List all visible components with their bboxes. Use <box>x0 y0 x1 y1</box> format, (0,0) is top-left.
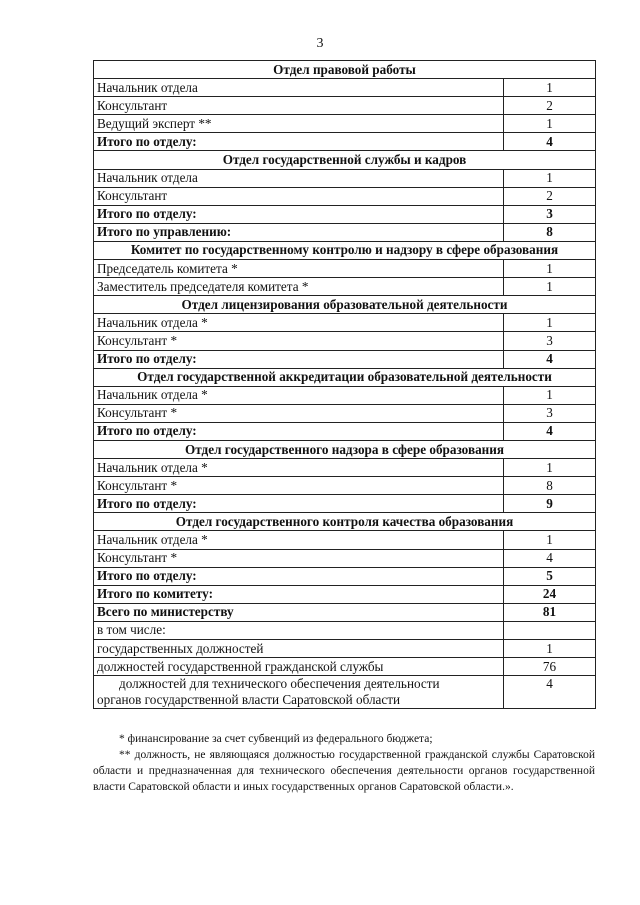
table-row <box>94 79 596 97</box>
table-row <box>94 205 596 223</box>
position-name: Начальник отдела * <box>94 531 504 549</box>
table-row <box>94 676 596 709</box>
position-count: 1 <box>504 531 596 549</box>
footnotes <box>93 731 595 795</box>
section-header-row <box>94 296 596 314</box>
position-name: Ведущий эксперт ** <box>94 115 504 133</box>
position-name-line: должностей для технического обеспечения деятельности <box>119 676 440 692</box>
table-row <box>94 658 596 676</box>
section-header-row <box>94 61 596 79</box>
position-name: Консультант <box>94 97 504 115</box>
position-name: Консультант * <box>94 477 504 495</box>
position-name: Начальник отдела <box>94 79 504 97</box>
position-count: 4 <box>504 676 596 709</box>
table-row <box>94 278 596 296</box>
position-name: Начальник отдела * <box>94 314 504 332</box>
position-count: 3 <box>504 404 596 422</box>
section-header-row <box>94 151 596 169</box>
total-label: Итого по отделу: <box>94 350 504 368</box>
table-row <box>94 223 596 241</box>
table-row <box>94 567 596 585</box>
total-label: Итого по отделу: <box>94 495 504 513</box>
position-name: Начальник отдела * <box>94 386 504 404</box>
section-title: Отдел государственного надзора в сфере образования <box>94 440 596 458</box>
table-row <box>94 133 596 151</box>
position-count: 3 <box>504 332 596 350</box>
position-count: 1 <box>504 386 596 404</box>
position-count: 76 <box>504 658 596 676</box>
position-name <box>94 676 504 709</box>
total-label: Итого по отделу: <box>94 422 504 440</box>
total-value: 81 <box>504 603 596 621</box>
total-value: 24 <box>504 585 596 603</box>
footnote-technical-position: ** должность, не являющаяся должностью государственной гражданской службы Саратовской области и предназначенная для технического обеспечения деятельности органов государственной власти Саратовской области и иных государственных органов Саратовской области.». <box>93 749 595 793</box>
table-row <box>94 115 596 133</box>
section-title: Отдел государственной службы и кадров <box>94 151 596 169</box>
table-row <box>94 531 596 549</box>
position-name: в том числе: <box>94 621 504 639</box>
table-row <box>94 187 596 205</box>
table-row <box>94 422 596 440</box>
footnote-subventions: * финансирование за счет субвенций из федерального бюджета; <box>119 733 433 745</box>
table-row <box>94 603 596 621</box>
section-title: Отдел лицензирования образовательной деятельности <box>94 296 596 314</box>
section-title: Отдел государственного контроля качества образования <box>94 513 596 531</box>
table-row <box>94 332 596 350</box>
position-count: 1 <box>504 640 596 658</box>
staffing-table <box>93 60 596 709</box>
total-value: 4 <box>504 422 596 440</box>
position-count <box>504 621 596 639</box>
table-row <box>94 477 596 495</box>
table-row <box>94 260 596 278</box>
table-row <box>94 97 596 115</box>
total-value: 5 <box>504 567 596 585</box>
position-name: Консультант <box>94 187 504 205</box>
table-row <box>94 640 596 658</box>
position-count: 2 <box>504 187 596 205</box>
position-name: Председатель комитета * <box>94 260 504 278</box>
table-row <box>94 495 596 513</box>
section-header-row <box>94 440 596 458</box>
position-name: Заместитель председателя комитета * <box>94 278 504 296</box>
section-header-row <box>94 513 596 531</box>
position-count: 1 <box>504 79 596 97</box>
position-name: государственных должностей <box>94 640 504 658</box>
total-label: Итого по отделу: <box>94 133 504 151</box>
position-count: 1 <box>504 459 596 477</box>
staffing-table-body <box>94 61 596 709</box>
position-count: 8 <box>504 477 596 495</box>
position-count: 2 <box>504 97 596 115</box>
table-row <box>94 404 596 422</box>
total-label: Всего по министерству <box>94 603 504 621</box>
section-title: Комитет по государственному контролю и надзору в сфере образования <box>94 241 596 259</box>
section-title: Отдел правовой работы <box>94 61 596 79</box>
position-name: Консультант * <box>94 404 504 422</box>
table-row <box>94 169 596 187</box>
section-header-row <box>94 241 596 259</box>
position-name-line: органов государственной власти Саратовской области <box>97 692 401 708</box>
total-value: 4 <box>504 350 596 368</box>
position-name: Консультант * <box>94 332 504 350</box>
position-count: 1 <box>504 278 596 296</box>
section-header-row <box>94 368 596 386</box>
position-count: 1 <box>504 115 596 133</box>
position-count: 4 <box>504 549 596 567</box>
position-count: 1 <box>504 260 596 278</box>
position-name: Консультант * <box>94 549 504 567</box>
table-row <box>94 386 596 404</box>
page-number: 3 <box>316 36 324 51</box>
position-name: Начальник отдела <box>94 169 504 187</box>
position-name: должностей государственной гражданской службы <box>94 658 504 676</box>
table-row <box>94 350 596 368</box>
position-count: 1 <box>504 314 596 332</box>
table-row <box>94 459 596 477</box>
table-row <box>94 621 596 639</box>
total-label: Итого по отделу: <box>94 567 504 585</box>
table-row <box>94 549 596 567</box>
section-title: Отдел государственной аккредитации образовательной деятельности <box>94 368 596 386</box>
total-value: 3 <box>504 205 596 223</box>
total-value: 9 <box>504 495 596 513</box>
position-count: 1 <box>504 169 596 187</box>
total-label: Итого по комитету: <box>94 585 504 603</box>
total-value: 8 <box>504 223 596 241</box>
total-label: Итого по управлению: <box>94 223 504 241</box>
total-label: Итого по отделу: <box>94 205 504 223</box>
total-value: 4 <box>504 133 596 151</box>
table-row <box>94 314 596 332</box>
table-row <box>94 585 596 603</box>
position-name: Начальник отдела * <box>94 459 504 477</box>
